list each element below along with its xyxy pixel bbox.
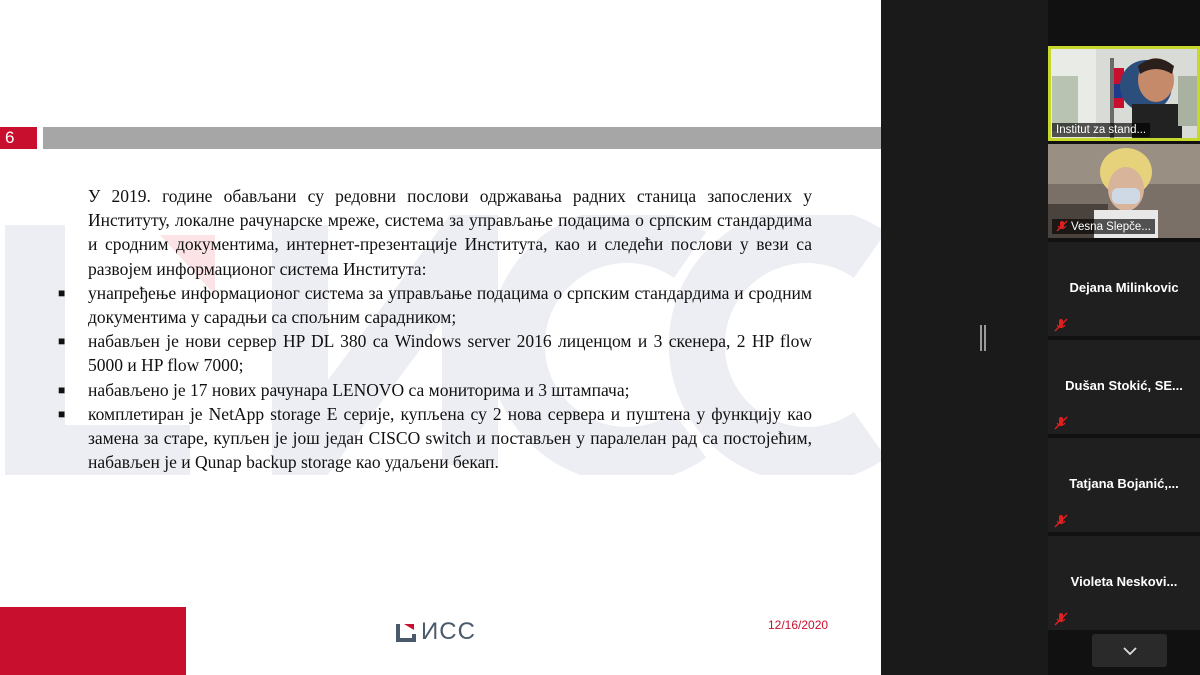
bullet-icon: ■	[58, 285, 66, 300]
participant-name: Violeta Neskovi...	[1070, 574, 1178, 589]
participant-tile[interactable]	[1048, 340, 1200, 434]
participant-tile-video[interactable]	[1048, 46, 1200, 141]
list-item	[58, 378, 812, 402]
slide-date: 12/16/2020	[768, 618, 829, 632]
slide-number: 6	[0, 127, 37, 149]
bullet-text: набављен је нови сервер HP DL 380 са Windows server 2016 лиценцом и 3 скенера, 2 HP flow 5000 и HP flow 7000;	[88, 331, 812, 376]
slide-header-bar	[43, 127, 881, 149]
chevron-down-icon	[1122, 646, 1138, 656]
participant-tile-video[interactable]	[1048, 144, 1200, 238]
list-item	[58, 402, 812, 475]
mic-muted-icon	[1054, 416, 1068, 430]
list-item	[58, 281, 812, 329]
bullet-icon: ■	[58, 382, 66, 397]
mic-muted-icon	[1056, 220, 1068, 232]
participant-name-tag: Institut za stand...	[1052, 123, 1150, 137]
participant-tile[interactable]	[1048, 438, 1200, 532]
panel-resize-handle[interactable]	[980, 325, 986, 351]
participant-name: Vesna Slepče...	[1071, 221, 1151, 233]
participant-name: Dejana Milinkovic	[1069, 280, 1179, 295]
slide-bullet-list	[58, 281, 812, 475]
iss-logo	[395, 618, 476, 646]
scroll-down-button[interactable]	[1092, 634, 1167, 667]
bullet-text: набављено је 17 нових рачунара LENOVO са мониторима и 3 штампача;	[88, 379, 630, 400]
participant-tile[interactable]	[1048, 242, 1200, 336]
screen-share-margin	[881, 0, 971, 675]
participant-tile[interactable]	[1048, 536, 1200, 630]
slide-intro-text: У 2019. године обављани су редовни послови одржавања радних станица запослених у Институту, локалне рачунарске мреже, система за управљање подацима о српским стандардима и сродним документима, интернет-презентације Института, као и следећи послови у вези са развојем информационог система Института:	[88, 186, 812, 279]
mic-muted-icon	[1054, 612, 1068, 626]
bullet-icon: ■	[58, 406, 66, 421]
iss-logo-icon	[395, 621, 417, 643]
bullet-icon: ■	[58, 334, 66, 349]
mic-muted-icon	[1054, 318, 1068, 332]
participant-name: Dušan Stokić, SE...	[1065, 378, 1183, 393]
bullet-text: унапређење информационог система за управљање подацима о српским стандардима и сродним документима у сарадњи са спољним сарадником;	[88, 282, 812, 328]
bullet-text: комплетиран је NetApp storage E серије, купљена су 2 нова сервера и пуштена у функцију као замена за старе, купљен је још један CISCO switch и постављен у паралелан рад са постојећим, набављен је и Qunap backup storage као удаљени бекап.	[88, 403, 812, 473]
mic-muted-icon	[1054, 514, 1068, 528]
participant-name: Tatjana Bojanić,...	[1069, 476, 1179, 491]
slide-body	[58, 184, 812, 474]
slide-footer-red-block	[0, 607, 186, 675]
iss-logo-text: ИСС	[421, 618, 476, 645]
participant-name-tag	[1052, 219, 1155, 234]
list-item	[58, 329, 812, 377]
